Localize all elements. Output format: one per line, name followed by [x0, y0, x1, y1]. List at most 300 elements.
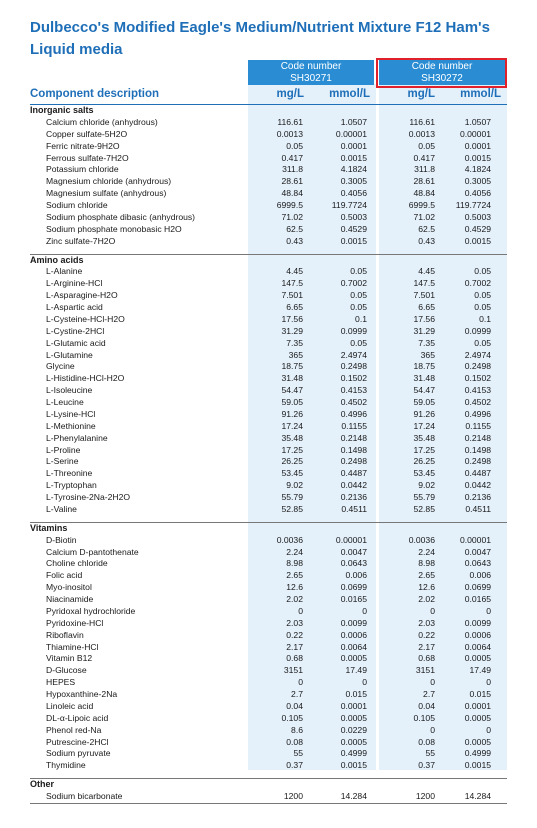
product-1-mmol-value: 0.0229 — [340, 724, 367, 735]
product-1-mgl-value: 2.17 — [286, 641, 303, 652]
product-1-mgl-value: 6.65 — [286, 302, 303, 312]
product-2-mgl-value: 0.05 — [418, 140, 435, 151]
table-row — [30, 456, 507, 468]
component-name: L-Tryptophan — [46, 480, 97, 491]
product-2-mmol-value: 0.0165 — [464, 594, 492, 604]
component-name: Zinc sulfate-7H2O — [46, 235, 116, 246]
product-1-mgl-value: 55.79 — [281, 492, 303, 502]
product-1-mgl-value: 0.105 — [281, 712, 303, 723]
product-2-mmol-value: 0.0643 — [464, 558, 492, 569]
product-1-mmol-value: 0.4511 — [341, 503, 367, 514]
product-2-mgl-value: 31.29 — [413, 325, 435, 336]
product-2-mmol-value: 0.1502 — [464, 373, 492, 384]
component-description-label: Component description — [30, 88, 160, 100]
product-2-mgl-value: 31.48 — [413, 373, 435, 384]
product-2-mmol-value: 0.0999 — [464, 325, 492, 336]
component-name: Thiamine-HCl — [46, 641, 99, 652]
product-1-mmol-value: 0.4153 — [340, 385, 367, 396]
product-1-mmol-value: 119.7724 — [331, 200, 367, 210]
component-name: Calcium chloride (anhydrous) — [46, 116, 158, 127]
component-name: Magnesium chloride (anhydrous) — [46, 176, 172, 187]
product-1-mmol-value: 0.4056 — [340, 188, 367, 199]
component-name: Sodium phosphate monobasic H2O — [46, 223, 182, 234]
product-1-mmol-value: 0.05 — [350, 290, 367, 301]
product-1-mgl-value: 0.43 — [286, 235, 303, 246]
component-name: L-Lysine-HCl — [46, 408, 96, 419]
product-1-mmol-value: 14.284 — [308, 791, 374, 803]
product-2-mmol-value: 0.0005 — [464, 736, 492, 747]
product-2-mmol-value: 0.05 — [474, 266, 492, 277]
product-2-mgl-value: 17.25 — [413, 444, 435, 455]
product-1-mmol-value: 0.0001 — [340, 700, 367, 711]
product-1-header — [248, 60, 374, 85]
product-2-mmol-value: 0.2148 — [464, 432, 492, 443]
component-name: Sodium chloride — [46, 200, 108, 210]
product-2-mmol-value: 0.1498 — [464, 444, 492, 455]
product-1-mmol-value: 4.1824 — [340, 164, 367, 175]
section-title: Inorganic salts — [30, 105, 94, 115]
product-1-mmol-value: 0.006 — [345, 570, 367, 581]
component-name: L-Isoleucine — [46, 385, 93, 396]
product-1-mgl-value: 0 — [298, 677, 303, 688]
product-2-mgl-value: 59.05 — [413, 397, 435, 407]
table-row — [30, 236, 507, 248]
product-2-mgl-value: 55.79 — [413, 492, 435, 502]
product-1-mmol-value: 0.05 — [350, 302, 367, 312]
component-name: Magnesium sulfate (anhydrous) — [46, 188, 167, 199]
product-1-mmol-value: 0 — [362, 605, 367, 616]
product-1-mmol-value: 0.2498 — [340, 361, 367, 372]
page-title: Dulbecco's Modified Eagle's Medium/Nutrient Mixture F12 Ham's Liquid media — [30, 19, 490, 58]
table-row — [30, 433, 507, 445]
component-name: Niacinamide — [46, 594, 94, 604]
component-name: L-Asparagine-H2O — [46, 290, 118, 301]
table-row — [30, 725, 507, 737]
product-1-mgl-value: 7.35 — [286, 337, 303, 348]
product-2-mmol-value: 0.0015 — [464, 235, 492, 246]
product-1-mmol-value: 0.2136 — [340, 492, 367, 502]
product-2-mgl-value: 7.501 — [413, 290, 435, 301]
product-1-mmol-value: 0.05 — [350, 337, 367, 348]
product-2-mmol-value: 0.5003 — [464, 211, 492, 222]
component-name: Putrescine-2HCl — [46, 736, 109, 747]
product-2-mmol-value: 0.4999 — [464, 748, 492, 759]
product-1-mgl-value: 9.02 — [286, 480, 303, 491]
product-2-mgl-value: 7.35 — [418, 337, 435, 348]
product-1-mmol-value: 0.00001 — [335, 128, 367, 139]
product-1-mmol-value: 0.0165 — [340, 594, 367, 604]
product-2-mmol-value: 2.4974 — [464, 349, 492, 360]
product-1-mmol-value: 0.1502 — [340, 373, 367, 384]
component-name: Pyridoxine-HCl — [46, 617, 104, 628]
product-1-mgl-value: 147.5 — [281, 278, 303, 289]
component-name: L-Arginine-HCl — [46, 278, 103, 289]
product-2-mgl-value: 0.68 — [418, 653, 435, 664]
product-1-mmol-value: 0.1 — [355, 313, 367, 324]
product-1-mmol-value: 0.2148 — [340, 432, 367, 443]
product-1-mgl-value: 31.29 — [281, 325, 303, 336]
section-header — [30, 254, 507, 266]
product-2-mgl-value: 365 — [420, 349, 435, 360]
unit-mgl-1: mg/L — [276, 88, 304, 100]
product-2-mmol-value: 0.0047 — [464, 546, 492, 557]
table-row — [30, 290, 507, 302]
component-name: Myo-inositol — [46, 582, 92, 593]
product-1-mmol-value: 0.0999 — [340, 325, 367, 336]
table-row — [30, 129, 507, 141]
product-1-mgl-value: 116.61 — [277, 116, 303, 127]
product-1-mmol-value: 0.4487 — [340, 468, 367, 479]
product-1-mmol-value: 0.0015 — [340, 760, 367, 771]
product-2-mmol-value: 0.4511 — [465, 503, 492, 514]
table-row — [30, 642, 507, 654]
product-1-mmol-value: 0.7002 — [340, 278, 367, 289]
table-row — [30, 141, 507, 153]
component-name: D-Biotin — [46, 534, 77, 545]
table-row — [30, 677, 507, 689]
section-title: Amino acids — [30, 254, 507, 266]
product-1-mmol-value: 0.4502 — [340, 397, 367, 407]
component-name: Sodium pyruvate — [46, 748, 111, 759]
product-1-mgl-value: 0.05 — [286, 140, 303, 151]
product-2-mgl-value: 0.0036 — [408, 534, 435, 545]
component-name: L-Glutamic acid — [46, 337, 106, 348]
table-row — [30, 266, 507, 278]
table-row — [30, 164, 507, 176]
product-1-mmol-value: 0.0005 — [340, 736, 367, 747]
unit-mgl-2: mg/L — [407, 88, 435, 100]
product-2-mmol-value: 0.00001 — [459, 534, 492, 545]
table-row — [30, 212, 507, 224]
product-1-mmol-value: 0.0006 — [340, 629, 367, 640]
product-2-mmol-value: 0.3005 — [464, 176, 492, 187]
table-row — [30, 302, 507, 314]
component-name: DL-α-Lipoic acid — [46, 712, 109, 723]
product-1-mgl-value: 7.501 — [281, 290, 303, 301]
product-1-mgl-value: 0.68 — [286, 653, 303, 664]
product-1-mgl-value: 28.61 — [281, 176, 303, 187]
table-row — [30, 570, 507, 582]
table-row — [30, 361, 507, 373]
table-row — [30, 630, 507, 642]
table-row — [30, 397, 507, 409]
product-2-mgl-value: 0.417 — [413, 152, 435, 163]
product-1-mgl-value: 2.02 — [286, 594, 303, 604]
table-row — [30, 737, 507, 749]
product-1-mmol-value: 0 — [362, 677, 367, 688]
product-2-mgl-value: 48.84 — [413, 188, 435, 199]
table-row — [30, 748, 507, 760]
component-name: L-Proline — [46, 444, 81, 455]
table-row — [30, 701, 507, 713]
product-1-mgl-value: 8.98 — [286, 558, 303, 569]
product-1-mgl-value: 3151 — [283, 665, 303, 676]
product-2-mgl-value: 2.02 — [418, 594, 435, 604]
table-row — [30, 385, 507, 397]
product-2-mmol-value: 0.05 — [474, 302, 492, 312]
component-name: L-Serine — [46, 456, 79, 467]
product-2-mmol-value: 14.284 — [440, 791, 507, 803]
product-1-mmol-value: 0.00001 — [335, 534, 367, 545]
product-2-mmol-value: 0.4529 — [464, 223, 492, 234]
component-name: Phenol red-Na — [46, 724, 102, 735]
table-row — [30, 326, 507, 338]
product-1-mmol-value: 0.0015 — [340, 152, 367, 163]
product-1-mmol-value: 0.4996 — [340, 408, 367, 419]
table-row — [30, 558, 507, 570]
product-1-mgl-value: 62.5 — [286, 223, 303, 234]
product-1-mgl-value: 31.48 — [281, 373, 303, 384]
product-2-code: SH30272 — [421, 73, 463, 84]
product-1-mgl-value: 0.0013 — [276, 128, 303, 139]
product-2-mgl-value: 0 — [430, 677, 435, 688]
product-2-mmol-value: 0.0005 — [464, 712, 492, 723]
product-2-mmol-value: 0.1 — [479, 313, 492, 324]
component-name: Sodium phosphate dibasic (anhydrous) — [46, 211, 196, 222]
product-2-mmol-value: 0.1155 — [465, 420, 492, 431]
product-2-mgl-value: 17.56 — [413, 313, 435, 324]
product-1-mgl-value: 35.48 — [281, 432, 303, 443]
product-2-code-label: Code number — [411, 61, 473, 72]
component-name: Linoleic acid — [46, 700, 94, 711]
component-name: L-Aspartic acid — [46, 302, 103, 312]
component-name: Pyridoxal hydrochloride — [46, 605, 136, 616]
product-1-mgl-value: 8.6 — [291, 724, 303, 735]
product-2-mmol-value: 0.2498 — [464, 456, 492, 467]
product-2-mmol-value: 0.7002 — [464, 278, 492, 289]
product-2-mgl-value: 71.02 — [413, 211, 435, 222]
product-2-mmol-value: 17.49 — [469, 665, 492, 676]
product-1-mmol-value: 0.1155 — [341, 420, 367, 431]
table-row — [30, 504, 507, 516]
table-row — [30, 713, 507, 725]
product-2-mmol-value: 0 — [486, 724, 492, 735]
component-name: Ferric nitrate-9H2O — [46, 140, 120, 151]
product-1-mgl-value: 0.04 — [286, 700, 303, 711]
product-1-mgl-value: 2.65 — [286, 570, 303, 581]
product-2-mmol-value: 4.1824 — [464, 164, 492, 175]
product-2-mgl-value: 0.22 — [418, 629, 435, 640]
product-1-mgl-value: 17.56 — [281, 313, 303, 324]
product-1-mgl-value: 2.03 — [286, 617, 303, 628]
product-1-code: SH30271 — [290, 73, 332, 84]
product-2-mgl-value: 2.65 — [418, 570, 435, 581]
product-2-mgl-value: 147.5 — [413, 278, 435, 289]
product-1-mmol-value: 1.0507 — [340, 116, 367, 127]
table-row — [30, 594, 507, 606]
product-1-mgl-value: 18.75 — [281, 361, 303, 372]
component-name: L-Methionine — [46, 420, 96, 431]
product-1-mgl-value: 48.84 — [281, 188, 303, 199]
product-2-mmol-value: 0.05 — [474, 290, 492, 301]
product-1-mgl-value: 0.0036 — [276, 534, 303, 545]
product-2-mmol-value: 0.0006 — [464, 629, 492, 640]
table-row — [30, 314, 507, 326]
component-name: L-Alanine — [46, 266, 83, 277]
product-2-mgl-value: 55 — [425, 748, 435, 759]
product-1-mgl-value: 2.24 — [286, 546, 303, 557]
component-name: Hypoxanthine-2Na — [46, 689, 118, 699]
product-1-mmol-value: 0.0015 — [340, 235, 367, 246]
product-1-mmol-value: 0.4529 — [340, 223, 367, 234]
component-name: L-Cysteine-HCl-H2O — [46, 313, 125, 324]
product-1-mmol-value: 0.2498 — [340, 456, 367, 467]
table-row — [30, 618, 507, 630]
component-name: L-Threonine — [46, 468, 93, 479]
product-2-mmol-value: 0.05 — [474, 337, 492, 348]
component-name: Choline chloride — [46, 558, 108, 569]
table-row — [30, 582, 507, 594]
product-1-mmol-value: 0.0699 — [340, 582, 367, 593]
product-2-mgl-value: 4.45 — [418, 266, 435, 277]
product-2-mgl-value: 0.37 — [418, 760, 435, 771]
section-title: Other — [30, 779, 507, 791]
product-1-mgl-value: 59.05 — [281, 397, 303, 407]
product-2-mgl-value: 53.45 — [413, 468, 435, 479]
product-1-mgl-value: 26.25 — [281, 456, 303, 467]
product-2-mmol-value: 0.0064 — [464, 641, 492, 652]
product-2-mmol-value: 0.0001 — [464, 140, 492, 151]
product-1-mmol-value: 0.4999 — [340, 748, 367, 759]
units-header-row — [30, 88, 507, 105]
product-1-mgl-value: 6999.5 — [276, 200, 303, 210]
component-name: D-Glucose — [46, 665, 87, 676]
product-2-mgl-value: 62.5 — [418, 223, 435, 234]
product-1-mgl-value: 17.25 — [281, 444, 303, 455]
product-2-mmol-value: 0 — [486, 605, 492, 616]
product-1-mgl-value: 0.417 — [281, 152, 303, 163]
component-name: HEPES — [46, 677, 76, 688]
table-row — [30, 445, 507, 457]
product-2-mmol-value: 1.0507 — [464, 116, 492, 127]
product-2-mmol-value: 0.00001 — [459, 128, 492, 139]
product-2-mmol-value: 0.0699 — [464, 582, 492, 593]
product-2-mgl-value: 2.03 — [418, 617, 435, 628]
table-row — [30, 606, 507, 618]
section-title: Vitamins — [30, 522, 507, 534]
product-2-mmol-value: 0.4996 — [464, 408, 492, 419]
component-name: L-Valine — [46, 503, 77, 514]
unit-mmol-2: mmol/L — [460, 88, 501, 100]
component-name: Potassium chloride — [46, 164, 119, 175]
table-row — [30, 760, 507, 772]
product-1-mgl-value: 52.85 — [281, 503, 303, 514]
component-name: Sodium bicarbonate — [30, 791, 248, 803]
table-row — [30, 373, 507, 385]
component-name: L-Glutamine — [46, 349, 93, 360]
product-1-mgl-value: 1200 — [248, 791, 308, 803]
component-name: Glycine — [46, 361, 75, 372]
product-1-mgl-value: 4.45 — [286, 266, 303, 277]
product-2-mgl-value: 0.0013 — [408, 128, 435, 139]
table-row — [30, 176, 507, 188]
unit-mmol-1: mmol/L — [329, 88, 370, 100]
product-2-mgl-value: 18.75 — [413, 361, 435, 372]
table-row — [30, 547, 507, 559]
table-row — [30, 153, 507, 165]
composition-table — [30, 105, 507, 804]
section-header — [30, 522, 507, 534]
product-2-mgl-value: 6999.5 — [408, 200, 435, 210]
table-row — [30, 689, 507, 701]
product-1-mgl-value: 53.45 — [281, 468, 303, 479]
table-row — [30, 278, 507, 290]
product-2-mgl-value: 35.48 — [413, 432, 435, 443]
highlight-box — [376, 58, 507, 88]
product-1-mmol-value: 0.0047 — [340, 546, 367, 557]
product-2-mmol-value: 0.0099 — [464, 617, 492, 628]
component-name: Riboflavin — [46, 629, 84, 640]
table-row — [30, 665, 507, 677]
product-2-mgl-value: 9.02 — [418, 480, 435, 491]
component-name: L-Leucine — [46, 397, 84, 407]
component-name: Calcium D-pantothenate — [46, 546, 139, 557]
product-2-mmol-value: 0.2136 — [464, 492, 492, 502]
product-2-mmol-value: 0.0001 — [464, 700, 492, 711]
table-row — [30, 468, 507, 480]
product-2-mmol-value: 0.2498 — [464, 361, 492, 372]
product-2-mgl-value: 28.61 — [413, 176, 435, 187]
product-1-mgl-value: 365 — [288, 349, 303, 360]
product-1-mmol-value: 0.0099 — [340, 617, 367, 628]
product-1-code-label: Code number — [280, 61, 342, 72]
product-1-mgl-value: 55 — [293, 748, 303, 759]
product-2-mgl-value: 1200 — [374, 791, 440, 803]
product-2-mgl-value: 12.6 — [418, 582, 435, 593]
product-1-mmol-value: 0.1498 — [340, 444, 367, 455]
component-name: Copper sulfate-5H2O — [46, 128, 128, 139]
component-name: L-Tyrosine-2Na-2H2O — [46, 492, 131, 502]
product-2-mgl-value: 116.61 — [409, 116, 435, 127]
product-1-mgl-value: 17.24 — [281, 420, 303, 431]
product-1-mmol-value: 0.0442 — [340, 480, 367, 491]
product-2-mgl-value: 26.25 — [413, 456, 435, 467]
product-2-mmol-value: 0.0005 — [464, 653, 492, 664]
product-1-mmol-value: 0.5003 — [340, 211, 367, 222]
table-row — [30, 409, 507, 421]
table-row — [30, 653, 507, 665]
product-1-mmol-value: 0.0064 — [340, 641, 367, 652]
component-name: L-Phenylalanine — [46, 432, 108, 443]
product-2-mgl-value: 17.24 — [413, 420, 435, 431]
product-2-mgl-value: 311.8 — [414, 164, 435, 175]
product-1-mgl-value: 0 — [298, 605, 303, 616]
product-2-mgl-value: 2.24 — [418, 546, 435, 557]
product-2-mmol-value: 119.7724 — [455, 200, 492, 210]
product-2-mmol-value: 0.0442 — [464, 480, 492, 491]
table-row — [30, 350, 507, 362]
component-name: Ferrous sulfate-7H2O — [46, 152, 129, 163]
product-1-mmol-value: 2.4974 — [340, 349, 367, 360]
section-header — [30, 105, 507, 117]
product-2-mgl-value: 91.26 — [413, 408, 435, 419]
component-name: L-Cystine-2HCl — [46, 325, 105, 336]
product-2-mmol-value: 0.015 — [469, 689, 492, 699]
product-1-mmol-value: 0.015 — [345, 689, 367, 699]
table-row — [30, 338, 507, 350]
table-row — [30, 535, 507, 547]
product-1-mgl-value: 12.6 — [286, 582, 303, 593]
product-2-mmol-value: 0.0015 — [464, 760, 492, 771]
product-1-mmol-value: 0.0005 — [340, 653, 367, 664]
component-name: L-Histidine-HCl-H2O — [46, 373, 125, 384]
product-2-mgl-value: 0.105 — [413, 712, 435, 723]
product-2-mgl-value: 0 — [430, 605, 435, 616]
product-1-mmol-value: 0.05 — [350, 266, 367, 277]
product-1-mgl-value: 91.26 — [281, 408, 303, 419]
table-row — [30, 117, 507, 129]
product-2-mmol-value: 0.4502 — [464, 397, 492, 407]
